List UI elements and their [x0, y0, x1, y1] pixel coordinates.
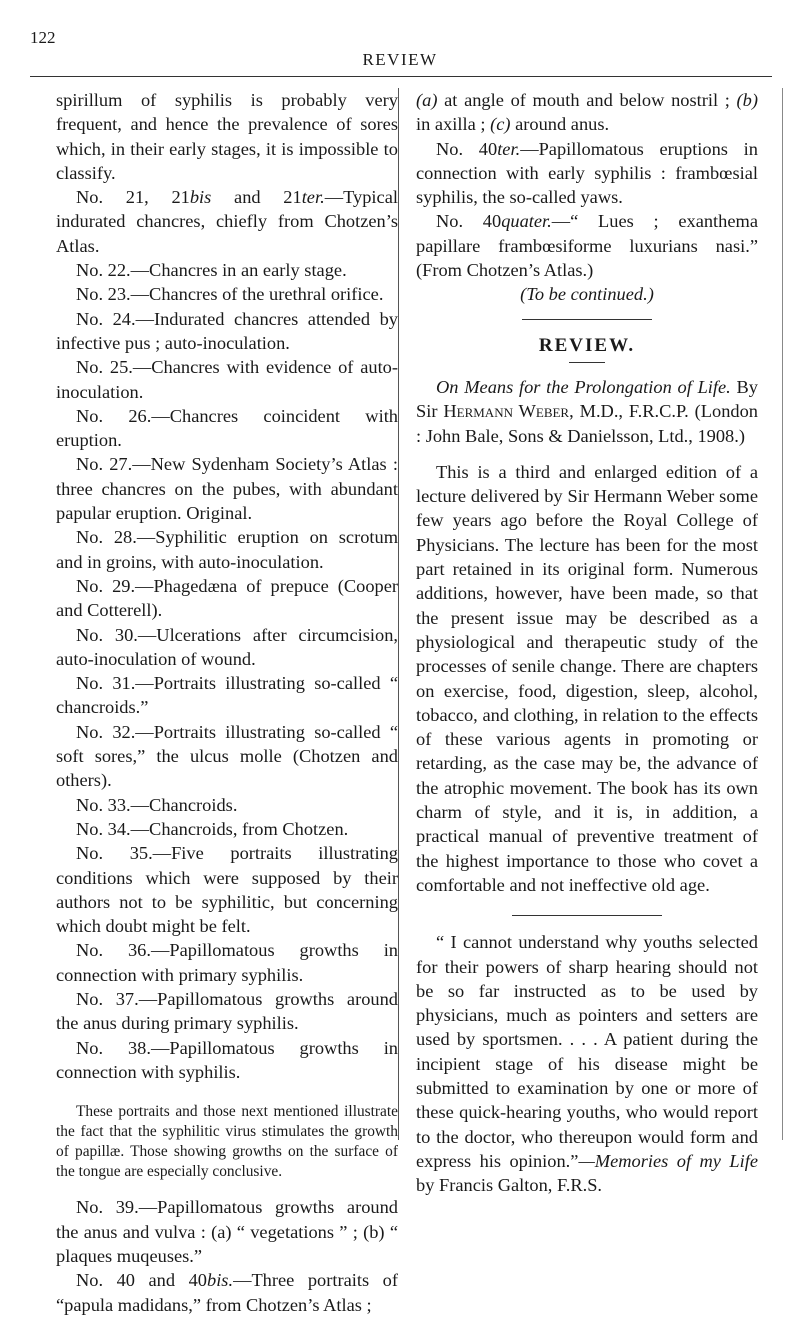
entry-21-ter: 21ter.	[283, 187, 325, 208]
entry-40quater-label: 40quater.	[482, 211, 552, 232]
page-edge	[782, 88, 783, 1140]
heading-rule	[569, 362, 605, 363]
entry-38: No. 38.—Papillomatous growths in connection with syphilis.	[56, 1037, 398, 1082]
entry-27: No. 27.—New Sydenham Society’s Atlas : three chancres on the pubes, with abundant papular eruption. Original.	[56, 454, 398, 524]
entry-25: No. 25.—Chancres with evidence of auto-inoculation.	[56, 357, 398, 402]
entry-40ter: No. 40ter.—Papillomatous eruptions in connection with early syphilis : frambœsial syphilis, the so-called yaws.	[416, 138, 758, 208]
entry-40quater: No. 40quater.—“ Lues ; exanthema papillare frambœsiforme luxurians nasi.” (From Chotzen’s Atlas.)	[416, 211, 758, 281]
book-citation: On Means for the Prolongation of Life. By Sir Hermann Weber, M.D., F.R.C.P. (London : John Bale, Sons & Danielsson, Ltd., 1908.)	[416, 376, 758, 446]
review-heading: REVIEW.	[538, 334, 636, 356]
continuation: (a) at angle of mouth and below nostril ; (b) in axilla ; (c) around anus.	[416, 90, 758, 135]
header-rule	[30, 76, 772, 77]
entry-28: No. 28.—Syphilitic eruption on scrotum and in groins, with auto-inoculation.	[56, 527, 398, 572]
entry-21-bis: 21bis	[171, 187, 212, 208]
entry-36: No. 36.—Papillomatous growths in connection with primary syphilis.	[56, 940, 398, 985]
entry-40: No. 40 and 40bis.—Three portraits of “papula madidans,” from Chotzen’s Atlas ;	[56, 1270, 398, 1315]
entry-26: No. 26.—Chancres coincident with eruption.	[56, 405, 398, 451]
entry-31: No. 31.—Portraits illustrating so-called “ chancroids.”	[56, 673, 398, 718]
quotation: “ I cannot understand why youths selected for their powers of sharp hearing should not be so far instructed as to be used by physicians, much as pointers and setters are used by sportsmen. . . . A patient during the incipient stage of his disease might be submitted to examination by one or more of these quick-hearing youths, who would report to the doctor, who thereupon would form and express his opinion.”—Memories of my Life by Francis Galton, F.R.S.	[416, 932, 758, 1196]
to-be-continued: (To be continued.)	[520, 284, 654, 305]
quote-source: —Memories of my Life	[578, 1150, 758, 1171]
entry-22: No. 22.—Chancres in an early stage.	[76, 260, 347, 281]
running-head: REVIEW	[362, 50, 438, 69]
entry-40-bis: 40bis.	[188, 1270, 234, 1291]
footnote: These portraits and those next mentioned illustrate the fact that the syphilitic virus stimulates the growth of papillæ. Those showing growths on the surface of the tongue are especially conclusive.	[56, 1103, 398, 1180]
review-body: This is a third and enlarged edition of a lecture delivered by Sir Hermann Weber some few years ago before the Royal College of Physicians. The lecture has been for the most part retained in its original form. Numerous additions, however, have been made, so that the present issue may be described as a physiological and therapeutic study of the processes of senile change. There are chapters on exercise, food, digestion, sleep, alcohol, tobacco, and clothing, in relation to the effects of these various agents in promoting or retarding, as the case may be, the advance of the atrophic movement. The book has its own charm of style, and it is, in addition, a practical manual of preventive treatment of the highest importance to those who covet a comfortable and not ineffective old age.	[416, 461, 758, 895]
entry-32: No. 32.—Portraits illustrating so-called “ soft sores,” the ulcus molle (Chotzen and others).	[56, 721, 398, 791]
entry-39: No. 39.—Papillomatous growths around the anus and vulva : (a) “ vegetations ” ; (b) “ plaques muqeuses.”	[56, 1197, 398, 1266]
entry-34: No. 34.—Chancroids, from Chotzen.	[76, 818, 349, 839]
page-number: 122	[30, 28, 56, 47]
book-title: On Means for the Prolongation of Life.	[436, 376, 731, 397]
intro-paragraph: spirillum of syphilis is probably very frequent, and hence the prevalence of sores which, in their early stages, it is impossible to classify.	[56, 90, 398, 183]
entry-35: No. 35.—Five portraits illustrating conditions which were supposed by their authors not to be syphilitic, but concerning which doubt might be felt.	[56, 843, 398, 937]
left-column	[56, 88, 398, 1317]
entry-24: No. 24.—Indurated chancres attended by infective pus ; auto-inoculation.	[56, 308, 398, 353]
entry-33: No. 33.—Chancroids.	[76, 794, 238, 815]
entry-37: No. 37.—Papillomatous growths around the anus during primary syphilis.	[56, 988, 398, 1034]
author-name: Hermann Weber	[443, 401, 570, 422]
entry-29: No. 29.—Phagedæna of prepuce (Cooper and Cotterell).	[56, 575, 398, 621]
entry-21: No. 21, 21bis and 21ter.—Typical indurated chancres, chiefly from Chotzen’s Atlas.	[56, 187, 398, 256]
entry-40ter-label: 40ter.	[478, 138, 521, 159]
quote-rule	[512, 915, 662, 916]
column-divider	[398, 88, 399, 1140]
right-column	[416, 88, 758, 1197]
section-rule	[522, 319, 652, 320]
quote-author: by Francis Galton, F.R.S.	[416, 1175, 603, 1196]
entry-30: No. 30.—Ulcerations after circumcision, auto-inoculation of wound.	[56, 624, 398, 669]
entry-23: No. 23.—Chancres of the urethral orifice.	[76, 284, 384, 305]
